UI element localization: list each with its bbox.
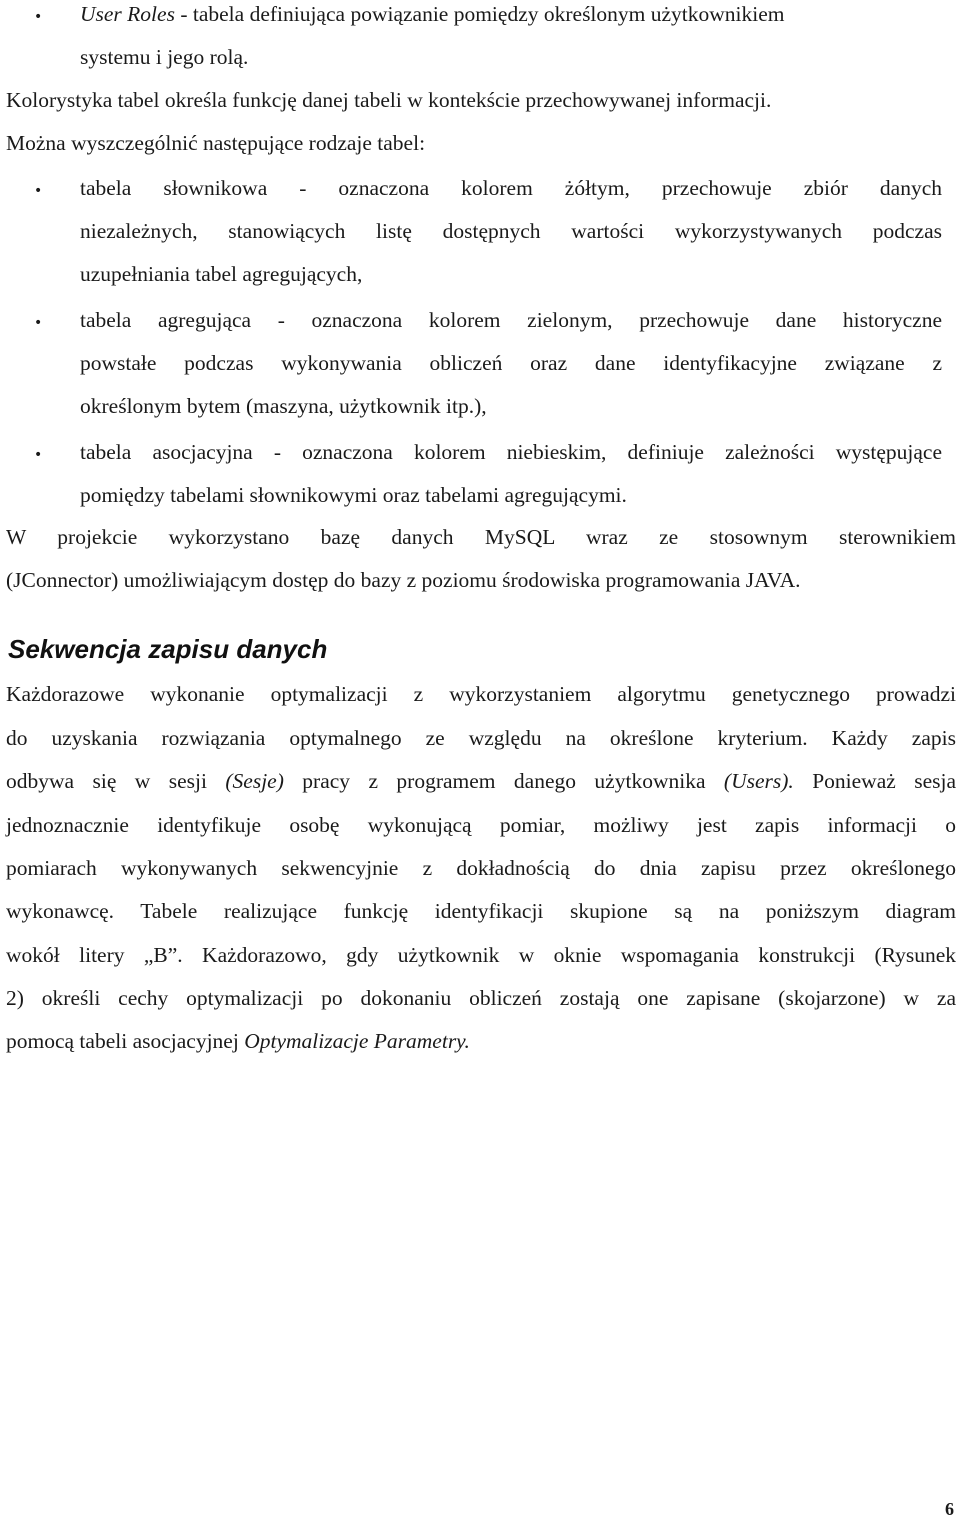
table-type-aggregate-line3: określonym bytem (maszyna, użytkownik itp.),: [80, 394, 487, 418]
bullet-dot: •: [34, 315, 43, 331]
section-body-line4: jednoznacznie identyfikuje osobę wykonującą pomiar, możliwy jest zapis informacji o: [6, 813, 956, 837]
user-roles-line1: [80, 4, 785, 26]
table-type-association-line2: pomiędzy tabelami słownikowymi oraz tabelami agregującymi.: [80, 483, 627, 507]
table-type-aggregate-line1: tabela agregująca - oznaczona kolorem zielonym, przechowuje dane historyczne: [80, 308, 942, 332]
table-type-aggregate-line2: powstałe podczas wykonywania obliczeń oraz dane identyfikacyjne związane z: [80, 351, 942, 375]
paragraph-types-intro: Można wyszczególnić następujące rodzaje tabel:: [6, 131, 426, 155]
user-roles-line2: systemu i jego rolą.: [80, 45, 249, 69]
section-body-line7: wokół litery „B”. Każdorazowo, gdy użytkownik w oknie wspomagania konstrukcji (Rysunek: [6, 943, 956, 967]
section-body-line5: pomiarach wykonywanych sekwencyjnie z dokładnością do dnia zapisu przez określonego: [6, 856, 956, 880]
text-segment: Ponieważ sesja: [793, 769, 956, 793]
paragraph-mysql-line2: (JConnector) umożliwiającym dostęp do bazy z poziomu środowiska programowania JAVA.: [6, 568, 801, 592]
users-term: (Users).: [723, 769, 794, 793]
table-type-dictionary-line1: tabela słownikowa - oznaczona kolorem żółtym, przechowuje zbiór danych: [80, 176, 942, 200]
user-roles-description: - tabela definiująca powiązanie pomiędzy określonym użytkownikiem: [174, 2, 785, 26]
section-body-line3: [6, 771, 956, 793]
section-body-line8: 2) określi cechy optymalizacji po dokonaniu obliczeń zostają one zapisane (skojarzone) w za: [6, 986, 956, 1010]
paragraph-colors: Kolorystyka tabel określa funkcję danej tabeli w kontekście przechowywanej informacji.: [6, 88, 772, 112]
text-segment: odbywa się w sesji: [6, 769, 226, 793]
section-heading: Sekwencja zapisu danych: [8, 634, 328, 664]
text-segment: pomocą tabeli asocjacyjnej: [6, 1029, 245, 1053]
table-type-dictionary-line2: niezależnych, stanowiących listę dostępnych wartości wykorzystywanych podczas: [80, 219, 942, 243]
user-roles-term: User Roles: [80, 2, 175, 26]
bullet-dot: •: [34, 447, 43, 463]
bullet-dot: •: [34, 183, 43, 199]
optimization-parameters-term: Optymalizacje Parametry.: [244, 1029, 470, 1053]
bullet-dot: •: [34, 9, 43, 25]
section-body-line2: do uzyskania rozwiązania optymalnego ze względu na określone kryterium. Każdy zapis: [6, 726, 956, 750]
table-type-association-line1: tabela asocjacyjna - oznaczona kolorem niebieskim, definiuje zależności występujące: [80, 440, 942, 464]
section-body-line9: [6, 1031, 470, 1053]
section-body-line6: wykonawcę. Tabele realizujące funkcję identyfikacji skupione są na poniższym diagram: [6, 899, 956, 923]
paragraph-mysql-line1: W projekcie wykorzystano bazę danych MySQL wraz ze stosownym sterownikiem: [6, 525, 956, 549]
text-segment: pracy z programem danego użytkownika: [283, 769, 724, 793]
page-number: 6: [945, 1499, 954, 1519]
table-type-dictionary-line3: uzupełniania tabel agregujących,: [80, 262, 363, 286]
section-body-line1: Każdorazowe wykonanie optymalizacji z wykorzystaniem algorytmu genetycznego prowadzi: [6, 682, 956, 706]
sessions-term: (Sesje): [225, 769, 284, 793]
